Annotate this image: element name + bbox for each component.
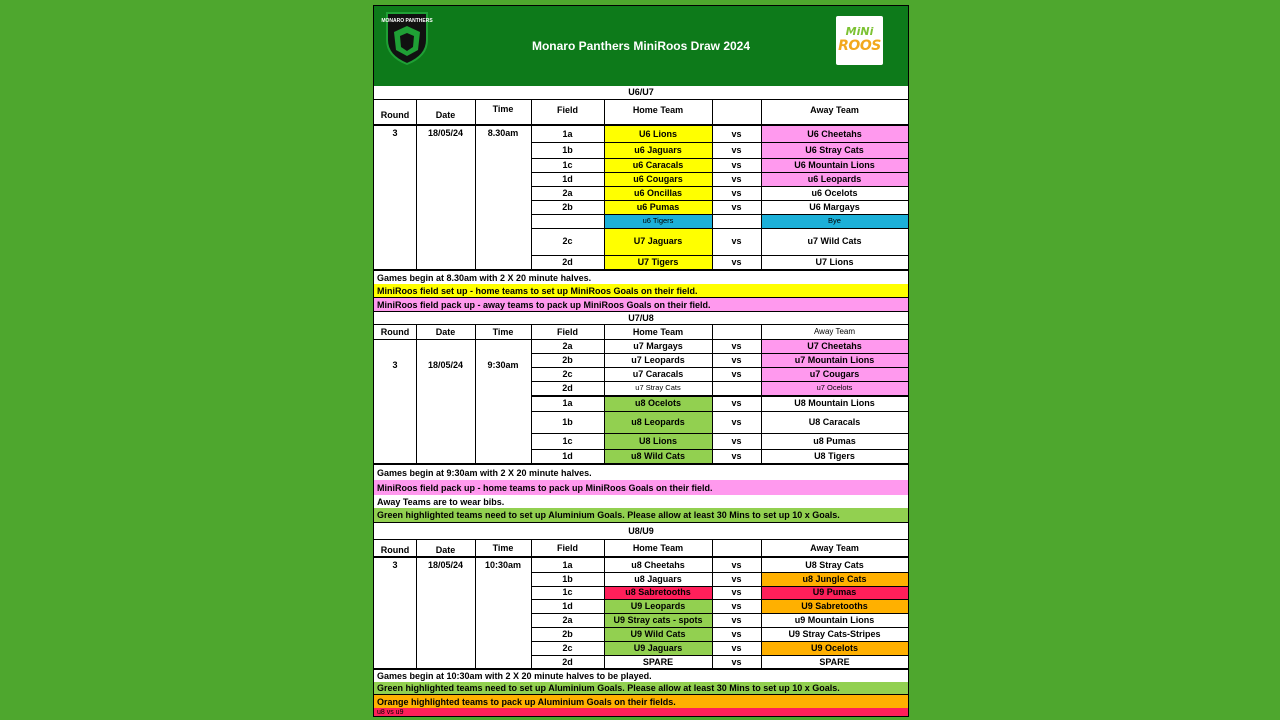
away-team-cell: u8 Jungle Cats xyxy=(761,572,908,586)
club-crest-logo xyxy=(381,10,433,66)
header-home-team: Home Team xyxy=(632,542,684,553)
time-value: 9:30am xyxy=(487,359,519,370)
header-field: Field xyxy=(556,542,578,553)
vs-cell: vs xyxy=(731,573,742,584)
field-cell: 2d xyxy=(562,256,573,267)
time-value: 10:30am xyxy=(484,559,522,570)
field-cell xyxy=(531,214,604,228)
home-team-cell: u8 Jaguars xyxy=(634,573,682,584)
home-team-cell: u6 Pumas xyxy=(604,200,712,214)
away-team-cell: U7 Cheetahs xyxy=(761,340,908,353)
away-team-cell: u6 Ocelots xyxy=(811,187,858,198)
away-team-cell: u7 Mountain Lions xyxy=(761,353,908,367)
draw-document xyxy=(373,5,909,717)
header-time: Time xyxy=(492,542,514,553)
away-team-cell: U9 Ocelots xyxy=(761,641,908,655)
field-cell: 2a xyxy=(562,187,573,198)
away-team-cell: u7 Wild Cats xyxy=(807,236,862,246)
away-team-cell: U7 Lions xyxy=(815,256,854,267)
field-cell: 1a xyxy=(562,397,573,408)
field-cell: 1d xyxy=(562,450,573,461)
round-value: 3 xyxy=(392,559,398,570)
away-team-cell: u7 Cougars xyxy=(761,367,908,381)
field-cell: 1a xyxy=(562,559,573,570)
vs-cell: vs xyxy=(731,341,742,351)
field-cell: 2c xyxy=(562,642,573,653)
home-team-cell: U9 Stray cats - spots xyxy=(604,613,712,627)
away-team-cell: U8 Stray Cats xyxy=(805,559,864,570)
note-aluminium-setup: Green highlighted teams need to set up Aluminium Goals. Please allow at least 30 Mins to set up 10 x Goals. xyxy=(374,508,908,522)
home-team-cell: u8 Sabretooths xyxy=(604,586,712,599)
field-cell: 2a xyxy=(562,341,573,351)
header-field: Field xyxy=(556,104,578,115)
away-team-cell: U9 Stray Cats-Stripes xyxy=(788,628,881,639)
header-round: Round xyxy=(380,110,410,120)
away-team-cell: U8 Tigers xyxy=(814,450,855,461)
vs-cell: vs xyxy=(731,236,742,246)
field-cell: 1d xyxy=(562,173,573,184)
vs-cell: vs xyxy=(731,416,742,427)
home-team-cell: U8 Lions xyxy=(604,433,712,449)
note-aluminium-packup: Orange highlighted teams to pack up Aluminium Goals on their fields. xyxy=(374,695,908,708)
home-team-cell: u8 Cheetahs xyxy=(631,559,685,570)
round-value: 3 xyxy=(392,127,398,138)
section-title-u8-u9: U8/U9 xyxy=(628,525,654,536)
away-team-cell: U6 Margays xyxy=(809,201,860,212)
home-team-cell: u7 Stray Cats xyxy=(635,383,681,393)
home-team-cell: u7 Leopards xyxy=(631,354,685,365)
vs-cell xyxy=(712,381,761,395)
header-home-team: Home Team xyxy=(632,326,684,337)
away-team-cell: u8 Pumas xyxy=(813,435,856,446)
time-value: 8.30am xyxy=(487,127,519,138)
field-cell: 1c xyxy=(562,159,573,170)
miniroos-logo-line2: ROOS xyxy=(838,38,881,54)
header-date: Date xyxy=(435,110,456,120)
vs-cell xyxy=(712,214,761,228)
page-title: Monaro Panthers MiniRoos Draw 2024 xyxy=(531,39,751,53)
field-cell: 2b xyxy=(562,628,573,639)
field-cell: 1a xyxy=(562,128,573,139)
note-aluminium-setup: Green highlighted teams need to set up Aluminium Goals. Please allow at least 30 Mins to set up 10 x Goals. xyxy=(374,682,908,694)
header-date: Date xyxy=(435,545,456,555)
home-team-cell: u6 Cougars xyxy=(604,172,712,186)
header-away-team: Away Team xyxy=(810,104,859,115)
vs-cell: vs xyxy=(731,600,742,611)
section-title-u7-u8: U7/U8 xyxy=(628,312,654,323)
away-team-cell: Bye xyxy=(761,214,908,228)
header-banner xyxy=(374,6,908,86)
vs-cell: vs xyxy=(731,144,742,155)
home-team-cell: u6 Jaguars xyxy=(604,142,712,158)
home-team-cell: U9 Leopards xyxy=(604,599,712,613)
section-title-u6-u7: U6/U7 xyxy=(628,87,654,97)
field-cell: 2c xyxy=(562,236,573,246)
home-team-cell: u8 Wild Cats xyxy=(604,449,712,463)
vs-cell: vs xyxy=(731,397,742,408)
header-date: Date xyxy=(435,326,456,337)
miniroos-logo xyxy=(836,16,883,65)
away-team-cell: U6 Cheetahs xyxy=(761,126,908,142)
home-team-cell: U9 Wild Cats xyxy=(604,627,712,641)
field-cell: 1b xyxy=(562,416,573,427)
home-team-cell: u6 Caracals xyxy=(604,158,712,172)
home-team-cell: u6 Oncillas xyxy=(604,186,712,200)
field-cell: 1d xyxy=(562,600,573,611)
header-away-team: Away Team xyxy=(813,327,856,336)
home-team-cell: U7 Tigers xyxy=(604,255,712,269)
vs-cell: vs xyxy=(731,368,742,379)
note-start-time: Games begin at 8.30am with 2 X 20 minute halves. xyxy=(377,273,592,283)
header-time: Time xyxy=(492,103,514,114)
miniroos-logo-line1: MiNi xyxy=(845,25,874,38)
vs-cell: vs xyxy=(731,587,742,597)
field-cell: 2b xyxy=(562,201,573,212)
home-team-cell: U6 Lions xyxy=(604,126,712,142)
vs-cell: vs xyxy=(731,256,742,267)
vs-cell: vs xyxy=(731,656,742,667)
away-team-cell: u9 Mountain Lions xyxy=(794,614,875,625)
field-cell: 2b xyxy=(562,354,573,365)
header-away-team: Away Team xyxy=(810,542,859,553)
round-value: 3 xyxy=(392,359,398,370)
note-packup: MiniRoos field pack up - home teams to pack up MiniRoos Goals on their field. xyxy=(374,480,908,495)
date-value: 18/05/24 xyxy=(427,559,464,570)
home-team-cell: U9 Jaguars xyxy=(604,641,712,655)
home-team-cell: u7 Margays xyxy=(633,341,683,351)
vs-cell: vs xyxy=(731,201,742,212)
vs-cell: vs xyxy=(731,128,742,139)
away-team-cell: U8 Caracals xyxy=(808,416,861,427)
vs-cell: vs xyxy=(731,628,742,639)
field-cell: 2a xyxy=(562,614,573,625)
header-round: Round xyxy=(380,326,410,337)
note-bibs: Away Teams are to wear bibs. xyxy=(377,496,505,507)
club-crest-text: MONARO PANTHERS xyxy=(381,18,433,24)
field-cell: 1c xyxy=(562,435,573,446)
vs-cell: vs xyxy=(731,614,742,625)
vs-cell: vs xyxy=(731,559,742,570)
home-team-cell: U7 Jaguars xyxy=(604,228,712,255)
note-packup: MiniRoos field pack up - away teams to pack up MiniRoos Goals on their field. xyxy=(374,298,908,311)
note-start-time: Games begin at 9:30am with 2 X 20 minute halves. xyxy=(377,468,592,478)
away-team-cell: U9 Pumas xyxy=(761,586,908,599)
home-team-cell: u8 Leopards xyxy=(604,411,712,433)
vs-cell: vs xyxy=(731,450,742,461)
date-value: 18/05/24 xyxy=(427,127,464,138)
field-cell: 1b xyxy=(562,573,573,584)
home-team-cell: u6 Tigers xyxy=(604,214,712,228)
vs-cell: vs xyxy=(731,173,742,184)
vs-cell: vs xyxy=(731,642,742,653)
away-team-cell: U6 Stray Cats xyxy=(761,142,908,158)
field-cell: 2d xyxy=(562,382,573,393)
vs-cell: vs xyxy=(731,159,742,170)
date-value: 18/05/24 xyxy=(427,359,464,370)
header-field: Field xyxy=(556,326,578,337)
home-team-cell: u7 Caracals xyxy=(632,368,684,379)
field-cell: 2c xyxy=(562,368,573,379)
away-team-cell: U9 Sabretooths xyxy=(761,599,908,613)
note-u8-vs-u9-legend: u8 vs u9 xyxy=(374,708,908,716)
away-team-cell: U6 Mountain Lions xyxy=(761,158,908,172)
field-cell: 1c xyxy=(562,587,573,597)
field-cell: 2d xyxy=(562,656,573,667)
home-team-cell: SPARE xyxy=(642,656,674,667)
away-team-cell: U8 Mountain Lions xyxy=(794,397,875,408)
note-setup: MiniRoos field set up - home teams to set up MiniRoos Goals on their field. xyxy=(374,284,908,297)
note-start-time: Games begin at 10:30am with 2 X 20 minute halves to be played. xyxy=(377,671,652,681)
header-home-team: Home Team xyxy=(632,104,684,115)
vs-cell: vs xyxy=(731,354,742,365)
vs-cell: vs xyxy=(731,435,742,446)
header-round: Round xyxy=(380,545,410,555)
away-team-cell: u7 Ocelots xyxy=(761,381,908,395)
away-team-cell: u6 Leopards xyxy=(761,172,908,186)
field-cell: 1b xyxy=(562,144,573,155)
header-time: Time xyxy=(492,326,514,337)
away-team-cell: SPARE xyxy=(819,656,850,667)
home-team-cell: u8 Ocelots xyxy=(604,395,712,411)
vs-cell: vs xyxy=(731,187,742,198)
